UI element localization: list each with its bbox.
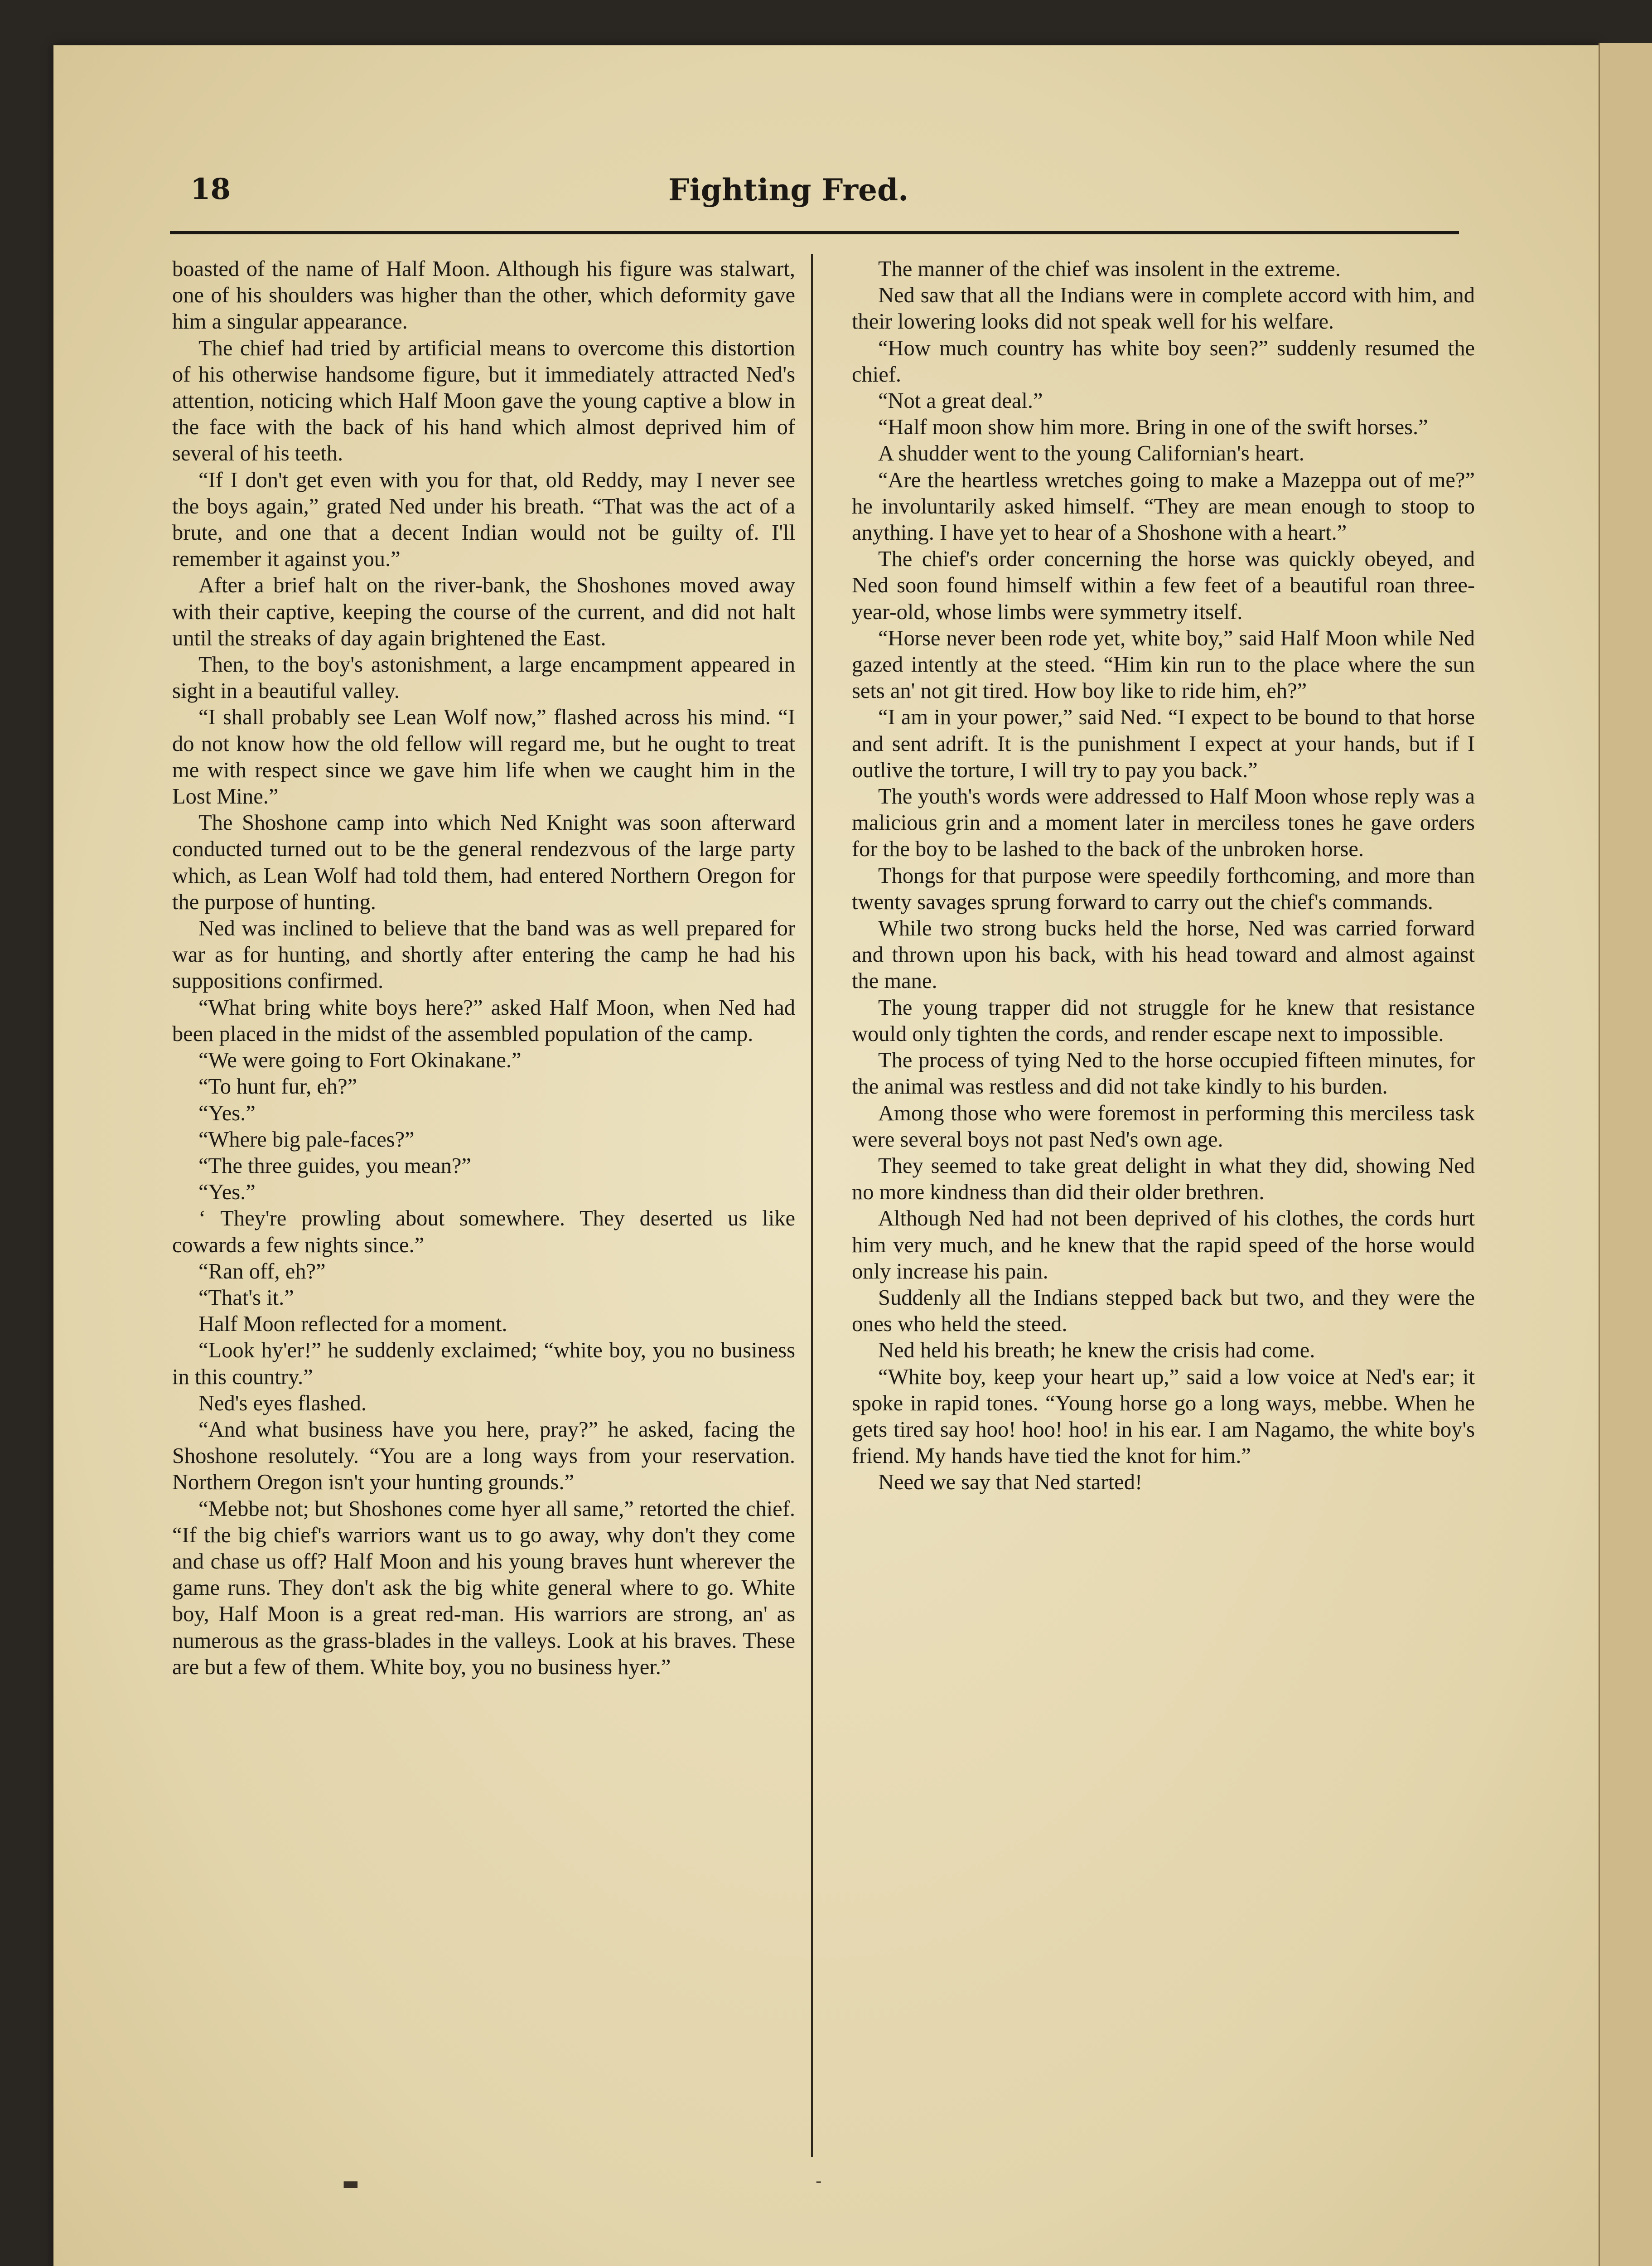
- paragraph: “Are the heartless wretches going to make a Mazeppa out of me?” he involuntarily asked himself. “They are mean enough to stoop to anything. I have yet to hear of a Shoshone with a heart.”: [852, 468, 1475, 545]
- paragraph: Suddenly all the Indians stepped back but two, and they were the ones who held the steed.: [852, 1285, 1475, 1336]
- paragraph: The young trapper did not struggle for he knew that resistance would only tighten the cords, and render escape next to impossible.: [852, 995, 1475, 1046]
- paragraph: “To hunt fur, eh?”: [198, 1075, 357, 1099]
- paragraph: “What bring white boys here?” asked Half Moon, when Ned had been placed in the midst of the assembled population of the camp.: [172, 995, 795, 1046]
- paragraph: A shudder went to the young Californian's heart.: [878, 441, 1304, 466]
- paragraph: “Not a great deal.”: [878, 389, 1043, 413]
- print-mark: -: [816, 2171, 822, 2192]
- paragraph: “I am in your power,” said Ned. “I expect to be bound to that horse and sent adrift. It is the punishment I expect at your hands, but if I outlive the torture, I will try to pay you back.”: [852, 705, 1475, 782]
- column-divider: [811, 254, 813, 2157]
- paragraph: Among those who were foremost in performing this merciless task were several boys not past Ned's own age.: [852, 1101, 1475, 1152]
- page-number: 18: [190, 172, 231, 206]
- paragraph: Ned held his breath; he knew the crisis had come.: [878, 1338, 1315, 1363]
- paragraph: The process of tying Ned to the horse occupied fifteen minutes, for the animal was restless and did not take kindly to his burden.: [852, 1048, 1475, 1099]
- paragraph: “I shall probably see Lean Wolf now,” flashed across his mind. “I do not know how the old fellow will regard me, but he ought to treat me with respect since we gave him life when we caught him in the Lost Mine.”: [172, 705, 795, 809]
- paragraph: “And what business have you here, pray?” he asked, facing the Shoshone resolutely. “You are a long ways from your reservation. Northern Oregon isn't your hunting grounds.”: [172, 1417, 795, 1495]
- paragraph: “How much country has white boy seen?” suddenly resumed the chief.: [852, 336, 1475, 387]
- paragraph: The chief had tried by artificial means to overcome this distortion of his otherwise handsome figure, but it immediately attracted Ned's attention, noticing which Half Moon gave the young captive a blow in the face with the back of his hand which almost deprived him of several of his teeth.: [172, 336, 795, 466]
- paragraph: Ned saw that all the Indians were in complete accord with him, and their lowering looks did not speak well for his welfare.: [852, 283, 1475, 334]
- paragraph: The Shoshone camp into which Ned Knight was soon afterward conducted turned out to be the general rendezvous of the large party which, as Lean Wolf had told them, had entered Northern Oregon for the purpose of hunting.: [172, 811, 795, 914]
- paragraph: Thongs for that purpose were speedily forthcoming, and more than twenty savages sprung forward to carry out the chief's commands.: [852, 863, 1475, 914]
- paragraph: Half Moon reflected for a moment.: [198, 1312, 507, 1336]
- paragraph: “If I don't get even with you for that, old Reddy, may I never see the boys again,” grated Ned under his breath. “That was the act of a brute, and one that a decent Indian would not be guilty of. I'll remember it against you.”: [172, 468, 795, 571]
- running-title: Fighting Fred.: [668, 172, 909, 208]
- paragraph: boasted of the name of Half Moon. Although his figure was stalwart, one of his shoulders was higher than the other, which deformity gave him a singular appearance.: [172, 257, 795, 334]
- paragraph: “Half moon show him more. Bring in one of the swift horses.”: [878, 415, 1428, 440]
- paragraph: “Where big pale-faces?”: [198, 1127, 415, 1152]
- paragraph: “Mebbe not; but Shoshones come hyer all same,” retorted the chief. “If the big chief's warriors want us to go away, why don't they come and chase us off? Half Moon and his young braves hunt wherever the game runs. They don't ask the big white general where to go. White boy, Half Moon is a great red-man. His warriors are strong, an' as numerous as the grass-blades in the valleys. Look at his braves. These are but a few of them. White boy, you no business hyer.”: [172, 1496, 795, 1679]
- page-header: [118, 172, 1459, 222]
- paragraph: While two strong bucks held the horse, Ned was carried forward and thrown upon his back, with his head toward and almost against the mane.: [852, 916, 1475, 993]
- paragraph: “The three guides, you mean?”: [198, 1153, 471, 1178]
- paragraph: The chief's order concerning the horse was quickly obeyed, and Ned soon found himself within a few feet of a beautiful roan three-year-old, whose limbs were symmetry itself.: [852, 547, 1475, 624]
- paragraph: “Yes.”: [198, 1101, 256, 1125]
- paragraph: “That's it.”: [198, 1285, 294, 1310]
- paragraph: Although Ned had not been deprived of his clothes, the cords hurt him very much, and he knew that the rapid speed of the horse would only increase his pain.: [852, 1206, 1475, 1283]
- paragraph: They seemed to take great delight in what they did, showing Ned no more kindness than did their older brethren.: [852, 1153, 1475, 1205]
- paragraph: The manner of the chief was insolent in the extreme.: [878, 257, 1341, 281]
- print-mark: ▬: [342, 2173, 359, 2194]
- header-rule: [170, 231, 1459, 234]
- right-text-column: [852, 256, 1475, 1496]
- paragraph: After a brief halt on the river-bank, the Shoshones moved away with their captive, keeping the course of the current, and did not halt until the streaks of day again brightened the East.: [172, 573, 795, 650]
- left-text-column: [172, 256, 795, 1680]
- paragraph: “We were going to Fort Okinakane.”: [198, 1048, 522, 1073]
- paragraph: “Yes.”: [198, 1180, 256, 1205]
- paragraph: “Look hy'er!” he suddenly exclaimed; “white boy, you no business in this country.”: [172, 1338, 795, 1389]
- paragraph: ‘ They're prowling about somewhere. They deserted us like cowards a few nights since.”: [172, 1206, 795, 1257]
- adjacent-page-edge: [1599, 43, 1652, 2266]
- paragraph: Ned's eyes flashed.: [198, 1391, 367, 1415]
- paragraph: “Horse never been rode yet, white boy,” said Half Moon while Ned gazed intently at the steed. “Him kin run to the place where the sun sets an' not git tired. How boy like to ride him, eh?”: [852, 626, 1475, 703]
- paragraph: “White boy, keep your heart up,” said a low voice at Ned's ear; it spoke in rapid tones. “Young horse go a long ways, mebbe. When he gets tired say hoo! hoo! hoo! in his ear. I am Nagamo, the white boy's friend. My hands have tied the knot for him.”: [852, 1365, 1475, 1468]
- paragraph: The youth's words were addressed to Half Moon whose reply was a malicious grin and a moment later in merciless tones he gave orders for the boy to be lashed to the back of the unbroken horse.: [852, 784, 1475, 862]
- paragraph: Need we say that Ned started!: [878, 1470, 1143, 1495]
- paragraph: “Ran off, eh?”: [198, 1259, 326, 1283]
- paragraph: Ned was inclined to believe that the band was as well prepared for war as for hunting, and shortly after entering the camp he had his suppositions confirmed.: [172, 916, 795, 993]
- paragraph: Then, to the boy's astonishment, a large encampment appeared in sight in a beautiful valley.: [172, 653, 795, 703]
